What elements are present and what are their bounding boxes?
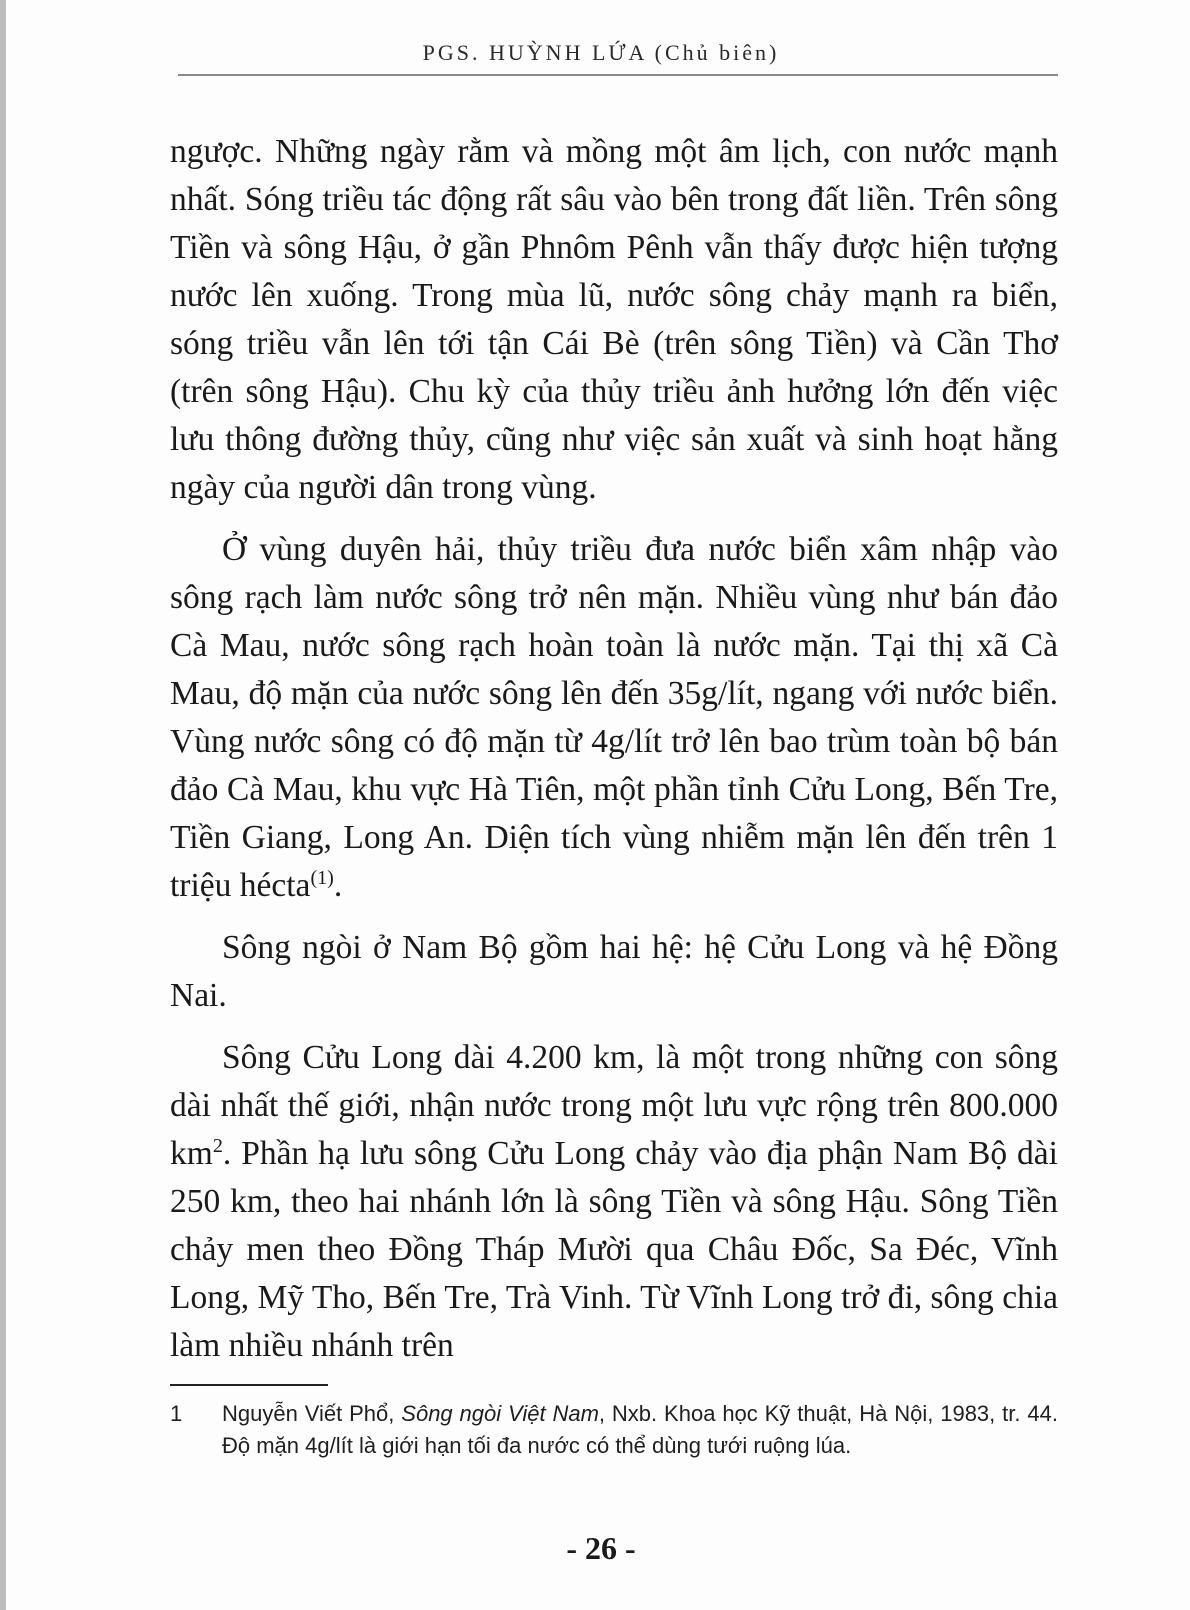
- paragraph-4: [170, 1034, 1058, 1370]
- footnote-text: [222, 1398, 1058, 1462]
- footnote-reference: (1): [310, 866, 334, 889]
- footnote-book-title: Sông ngòi Việt Nam: [401, 1401, 599, 1426]
- header-rule: [178, 74, 1058, 76]
- paragraph-2-text: Ở vùng duyên hải, thủy triều đưa nước biển xâm nhập vào sông rạch làm nước sông trở nên mặn. Nhiều vùng như bán đảo Cà Mau, nước sông rạch hoàn toàn là nước mặn. Tại thị xã Cà Mau, độ mặn của nước sông lên đến 35g/lít, ngang với nước biển. Vùng nước sông có độ mặn từ 4g/lít trở lên bao trùm toàn bộ bán đảo Cà Mau, khu vực Hà Tiên, một phần tỉnh Cửu Long, Bến Tre, Tiền Giang, Long An. Diện tích vùng nhiễm mặn lên đến trên 1 triệu hécta: [170, 531, 1058, 904]
- footnote-rule: [170, 1384, 328, 1386]
- paragraph-3: Sông ngòi ở Nam Bộ gồm hai hệ: hệ Cửu Long và hệ Đồng Nai.: [170, 929, 1058, 1014]
- paragraph-4-text-a: Sông Cửu Long dài 4.200 km, là một trong những con sông dài nhất thế giới, nhận nước trong một lưu vực rộng trên 800.000 km: [170, 1039, 1058, 1172]
- footnote: [170, 1398, 1058, 1462]
- paragraph-2: [170, 526, 1058, 910]
- running-header: PGS. HUỲNH LỨA (Chủ biên): [422, 40, 780, 65]
- superscript-two: 2: [212, 1134, 223, 1157]
- footnote-author: Nguyễn Viết Phổ,: [222, 1401, 402, 1426]
- paragraph-2-end: .: [333, 867, 343, 904]
- page-number: - 26 -: [566, 1530, 636, 1566]
- footnote-rest: , Nxb. Khoa học Kỹ thuật, Hà Nội, 1983, tr. 44. Độ mặn 4g/lít là giới hạn tối đa nước có thể dùng tưới ruộng lúa.: [222, 1401, 1058, 1458]
- paragraph-4-text-b: . Phần hạ lưu sông Cửu Long chảy vào địa phận Nam Bộ dài 250 km, theo hai nhánh lớn là sông Tiền và sông Hậu. Sông Tiền chảy men theo Đồng Tháp Mười qua Châu Đốc, Sa Đéc, Vĩnh Long, Mỹ Tho, Bến Tre, Trà Vinh. Từ Vĩnh Long trở đi, sông chia làm nhiều nhánh trên: [170, 1135, 1058, 1364]
- body-text: [170, 128, 1058, 1384]
- paragraph-1: ngược. Những ngày rằm và mồng một âm lịch, con nước mạnh nhất. Sóng triều tác động rất sâu vào bên trong đất liền. Trên sông Tiền và sông Hậu, ở gần Phnôm Pênh vẫn thấy được hiện tượng nước lên xuống. Trong mùa lũ, nước sông chảy mạnh ra biển, sóng triều vẫn lên tới tận Cái Bè (trên sông Tiền) và Cần Thơ (trên sông Hậu). Chu kỳ của thủy triều ảnh hưởng lớn đến việc lưu thông đường thủy, cũng như việc sản xuất và sinh hoạt hằng ngày của người dân trong vùng.: [170, 133, 1058, 506]
- footnote-number: 1: [170, 1401, 183, 1426]
